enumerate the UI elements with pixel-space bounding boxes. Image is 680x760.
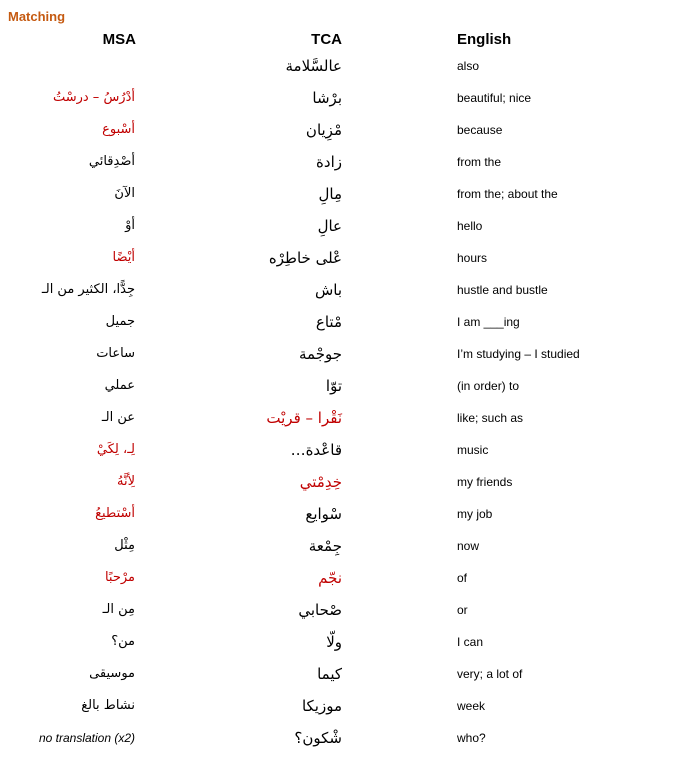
msa-cell: no translation (x2) bbox=[38, 731, 135, 745]
english-cell: hustle and bustle bbox=[457, 283, 548, 297]
table-row bbox=[0, 594, 680, 626]
table-row bbox=[0, 274, 680, 306]
msa-cell: مِن الـ bbox=[102, 602, 135, 617]
table-row bbox=[0, 402, 680, 434]
english-cell: I’m studying – I studied bbox=[457, 347, 580, 361]
english-cell: now bbox=[457, 539, 480, 553]
msa-cell: أيْضًا bbox=[112, 250, 135, 265]
table-row bbox=[0, 498, 680, 530]
tca-cell: ولّا bbox=[326, 633, 342, 651]
msa-cell: نشاط بالغ bbox=[81, 698, 135, 713]
msa-cell: لِـ، لِكَيْ bbox=[96, 442, 135, 457]
table-row bbox=[0, 562, 680, 594]
table-row bbox=[0, 242, 680, 274]
tca-cell: زادة bbox=[316, 153, 342, 171]
tca-cell: عْلى خاطِرْه bbox=[268, 249, 342, 267]
tca-cell: جِمْعة bbox=[308, 537, 342, 555]
tca-cell: نجّم bbox=[318, 569, 342, 587]
table-row bbox=[0, 466, 680, 498]
table-row bbox=[0, 658, 680, 690]
column-header-tca: TCA bbox=[311, 31, 342, 48]
msa-cell: عن الـ bbox=[101, 410, 135, 425]
english-cell: music bbox=[457, 443, 489, 457]
page-title: Matching bbox=[8, 9, 66, 24]
tca-cell: مِالِ bbox=[318, 185, 342, 203]
english-cell: very; a lot of bbox=[457, 667, 523, 681]
msa-cell: الآنَ bbox=[114, 186, 135, 201]
tca-cell: باش bbox=[314, 281, 342, 299]
tca-cell: خِدِمْتي bbox=[299, 473, 342, 491]
msa-cell: من؟ bbox=[111, 634, 135, 649]
matching-table bbox=[0, 50, 680, 754]
msa-cell: جِدًّا، الكثير من الـ bbox=[41, 282, 135, 297]
table-row bbox=[0, 626, 680, 658]
english-cell: I am ___ing bbox=[457, 315, 520, 329]
english-cell: hello bbox=[457, 219, 483, 233]
english-cell: or bbox=[457, 603, 468, 617]
msa-cell: مِثْل bbox=[114, 538, 135, 553]
msa-cell: أصْدِقائي bbox=[88, 154, 135, 169]
english-cell: hours bbox=[457, 251, 488, 265]
tca-cell: موزيكا bbox=[301, 697, 342, 715]
table-row bbox=[0, 146, 680, 178]
msa-cell: لِأنَّهُ bbox=[116, 474, 135, 489]
table-row bbox=[0, 306, 680, 338]
msa-cell: موسيقى bbox=[89, 666, 135, 681]
table-row bbox=[0, 114, 680, 146]
tca-cell: مْزِيان bbox=[305, 121, 342, 139]
tca-cell: برْشا bbox=[312, 89, 342, 107]
english-cell: from the; about the bbox=[457, 187, 558, 201]
msa-cell: ساعات bbox=[96, 346, 135, 361]
english-cell: my job bbox=[457, 507, 493, 521]
msa-cell: أوْ bbox=[125, 218, 135, 233]
english-cell: from the bbox=[457, 155, 502, 169]
msa-cell: أدْرُسُ – درسْتُ bbox=[52, 90, 135, 105]
table-row bbox=[0, 370, 680, 402]
tca-cell: سْوايع bbox=[305, 505, 342, 523]
tca-cell: توّا bbox=[325, 377, 342, 395]
english-cell: also bbox=[457, 59, 480, 73]
column-header-msa: MSA bbox=[102, 31, 136, 48]
table-row bbox=[0, 210, 680, 242]
english-cell: of bbox=[457, 571, 468, 585]
tca-cell: شْكون؟ bbox=[294, 729, 342, 747]
table-row bbox=[0, 178, 680, 210]
english-cell: (in order) to bbox=[457, 379, 520, 393]
tca-cell: مْتاع bbox=[315, 313, 342, 331]
table-row bbox=[0, 50, 680, 82]
english-cell: my friends bbox=[457, 475, 513, 489]
msa-cell: عملي bbox=[104, 378, 135, 393]
table-row bbox=[0, 530, 680, 562]
tca-cell: كيما bbox=[317, 665, 342, 683]
tca-cell: قاعْدة… bbox=[290, 441, 342, 459]
english-cell: who? bbox=[457, 731, 486, 745]
column-header-english: English bbox=[457, 31, 512, 48]
tca-cell: صْحابي bbox=[298, 601, 342, 619]
english-cell: like; such as bbox=[457, 411, 524, 425]
table-row bbox=[0, 722, 680, 754]
tca-cell: نَقْرا – قريْت bbox=[266, 409, 342, 427]
table-row bbox=[0, 338, 680, 370]
english-cell: week bbox=[457, 699, 486, 713]
msa-cell: مرْحبًا bbox=[104, 570, 135, 585]
english-cell: beautiful; nice bbox=[457, 91, 532, 105]
msa-cell: أسْتطيعُ bbox=[95, 506, 135, 521]
english-cell: because bbox=[457, 123, 503, 137]
tca-cell: عالسَّلامة bbox=[285, 57, 342, 75]
table-row bbox=[0, 690, 680, 722]
msa-cell: أسْبوع bbox=[102, 122, 135, 137]
table-row bbox=[0, 434, 680, 466]
tca-cell: عالِ bbox=[317, 217, 342, 235]
table-row bbox=[0, 82, 680, 114]
english-cell: I can bbox=[457, 635, 484, 649]
msa-cell: جميل bbox=[105, 314, 135, 329]
tca-cell: جوجْمة bbox=[298, 345, 342, 363]
